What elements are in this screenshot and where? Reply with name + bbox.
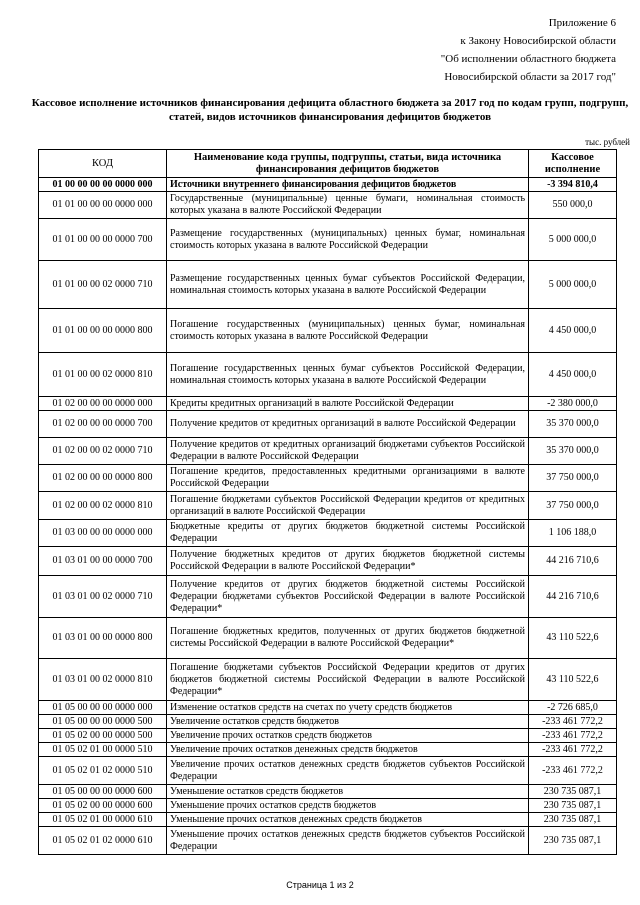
row-code: 01 03 01 00 00 0000 700 bbox=[39, 547, 167, 576]
row-name: Увеличение остатков средств бюджетов bbox=[167, 715, 529, 729]
row-code: 01 05 02 01 00 0000 610 bbox=[39, 813, 167, 827]
row-amount: 44 216 710,6 bbox=[529, 576, 617, 618]
document-title: Кассовое исполнение источников финансирования дефицита областного бюджета за 2017 год по кодам групп, подгрупп, статей, видов источников финансирования дефицитов бюджетов bbox=[31, 97, 629, 123]
row-name: Уменьшение прочих остатков денежных средств бюджетов субъектов Российской Федерации bbox=[167, 827, 529, 855]
budget-sources-table bbox=[38, 149, 617, 855]
row-code: 01 05 02 00 00 0000 500 bbox=[39, 729, 167, 743]
row-name: Погашение бюджетами субъектов Российской Федерации кредитов от других бюджетов бюджетной системы Российской Федерации в валюте Российской Федерации* bbox=[167, 659, 529, 701]
table-row bbox=[39, 411, 617, 438]
appendix-law-title-2: Новосибирской области за 2017 год" bbox=[444, 71, 616, 83]
row-code: 01 03 01 00 00 0000 800 bbox=[39, 618, 167, 659]
row-name: Получение кредитов от других бюджетов бюджетной системы Российской Федерации бюджетами субъектов Российской Федерации в валюте Российской Федерации* bbox=[167, 576, 529, 618]
row-code: 01 03 01 00 02 0000 810 bbox=[39, 659, 167, 701]
row-amount: 4 450 000,0 bbox=[529, 353, 617, 397]
table-row bbox=[39, 219, 617, 261]
page-footer: Страница 1 из 2 bbox=[286, 880, 354, 890]
table-row bbox=[39, 192, 617, 219]
table-row bbox=[39, 576, 617, 618]
row-amount: 230 735 087,1 bbox=[529, 799, 617, 813]
row-amount: -233 461 772,2 bbox=[529, 715, 617, 729]
row-name: Получение бюджетных кредитов от других бюджетов бюджетной системы Российской Федерации в валюте Российской Федерации* bbox=[167, 547, 529, 576]
row-code: 01 05 02 00 00 0000 600 bbox=[39, 799, 167, 813]
row-code: 01 01 00 00 02 0000 710 bbox=[39, 261, 167, 309]
row-code: 01 05 00 00 00 0000 000 bbox=[39, 701, 167, 715]
row-name: Погашение бюджетных кредитов, полученных от других бюджетов бюджетной системы Российской Федерации в валюте Российской Федерации* bbox=[167, 618, 529, 659]
row-code: 01 02 00 00 00 0000 000 bbox=[39, 397, 167, 411]
row-code: 01 05 02 01 02 0000 510 bbox=[39, 757, 167, 785]
row-name: Кредиты кредитных организаций в валюте Российской Федерации bbox=[167, 397, 529, 411]
table-row bbox=[39, 492, 617, 520]
row-amount: -2 380 000,0 bbox=[529, 397, 617, 411]
table-row bbox=[39, 309, 617, 353]
appendix-law-ref: к Закону Новосибирской области bbox=[460, 35, 616, 47]
table-row bbox=[39, 520, 617, 547]
row-name: Увеличение прочих остатков денежных средств бюджетов bbox=[167, 743, 529, 757]
row-amount: 4 450 000,0 bbox=[529, 309, 617, 353]
row-name: Увеличение прочих остатков денежных средств бюджетов субъектов Российской Федерации bbox=[167, 757, 529, 785]
row-amount: 43 110 522,6 bbox=[529, 659, 617, 701]
row-name: Увеличение прочих остатков средств бюджетов bbox=[167, 729, 529, 743]
row-amount: 5 000 000,0 bbox=[529, 219, 617, 261]
table-row bbox=[39, 178, 617, 192]
row-name: Уменьшение прочих остатков средств бюджетов bbox=[167, 799, 529, 813]
row-name: Погашение государственных ценных бумаг субъектов Российской Федерации, номинальная стоимость которых указана в валюте Российской Федерации bbox=[167, 353, 529, 397]
row-amount: 230 735 087,1 bbox=[529, 813, 617, 827]
table-row bbox=[39, 743, 617, 757]
table-row bbox=[39, 618, 617, 659]
row-code: 01 02 00 00 00 0000 700 bbox=[39, 411, 167, 438]
units-label: тыс. рублей bbox=[585, 137, 630, 147]
row-amount: 35 370 000,0 bbox=[529, 411, 617, 438]
row-code: 01 05 00 00 00 0000 600 bbox=[39, 785, 167, 799]
header-code: КОД bbox=[39, 150, 167, 178]
table-row bbox=[39, 547, 617, 576]
row-name: Уменьшение остатков средств бюджетов bbox=[167, 785, 529, 799]
table-row bbox=[39, 397, 617, 411]
row-code: 01 03 00 00 00 0000 000 bbox=[39, 520, 167, 547]
row-amount: 37 750 000,0 bbox=[529, 465, 617, 492]
row-name: Погашение бюджетами субъектов Российской Федерации кредитов от кредитных организаций в валюте Российской Федерации bbox=[167, 492, 529, 520]
row-name: Погашение государственных (муниципальных) ценных бумаг, номинальная стоимость которых указана в валюте Российской Федерации bbox=[167, 309, 529, 353]
row-amount: 5 000 000,0 bbox=[529, 261, 617, 309]
row-code: 01 01 00 00 00 0000 800 bbox=[39, 309, 167, 353]
row-amount: 550 000,0 bbox=[529, 192, 617, 219]
row-code: 01 05 02 01 02 0000 610 bbox=[39, 827, 167, 855]
row-amount: 35 370 000,0 bbox=[529, 438, 617, 465]
row-amount: 230 735 087,1 bbox=[529, 827, 617, 855]
header-name: Наименование кода группы, подгруппы, статьи, вида источника финансирования дефицитов бюджетов bbox=[167, 150, 529, 178]
row-code: 01 02 00 00 02 0000 710 bbox=[39, 438, 167, 465]
row-name: Погашение кредитов, предоставленных кредитными организациями в валюте Российской Федерации bbox=[167, 465, 529, 492]
row-name: Государственные (муниципальные) ценные бумаги, номинальная стоимость которых указана в валюте Российской Федерации bbox=[167, 192, 529, 219]
row-code: 01 01 00 00 02 0000 810 bbox=[39, 353, 167, 397]
row-name: Источники внутреннего финансирования дефицитов бюджетов bbox=[167, 178, 529, 192]
row-amount: -233 461 772,2 bbox=[529, 743, 617, 757]
table-header-row bbox=[39, 150, 617, 178]
row-name: Размещение государственных ценных бумаг субъектов Российской Федерации, номинальная стоимость которых указана в валюте Российской Федерации bbox=[167, 261, 529, 309]
row-amount: -3 394 810,4 bbox=[529, 178, 617, 192]
row-name: Размещение государственных (муниципальных) ценных бумаг, номинальная стоимость которых указана в валюте Российской Федерации bbox=[167, 219, 529, 261]
row-amount: 43 110 522,6 bbox=[529, 618, 617, 659]
row-code: 01 00 00 00 00 0000 000 bbox=[39, 178, 167, 192]
table-row bbox=[39, 659, 617, 701]
table-row bbox=[39, 353, 617, 397]
appendix-number: Приложение 6 bbox=[548, 17, 616, 29]
row-amount: 37 750 000,0 bbox=[529, 492, 617, 520]
row-name: Уменьшение прочих остатков денежных средств бюджетов bbox=[167, 813, 529, 827]
header-amount: Кассовое исполнение bbox=[529, 150, 617, 178]
row-amount: 230 735 087,1 bbox=[529, 785, 617, 799]
row-code: 01 01 00 00 00 0000 000 bbox=[39, 192, 167, 219]
row-amount: -2 726 685,0 bbox=[529, 701, 617, 715]
row-code: 01 02 00 00 00 0000 800 bbox=[39, 465, 167, 492]
table-row bbox=[39, 465, 617, 492]
table-row bbox=[39, 438, 617, 465]
row-code: 01 05 00 00 00 0000 500 bbox=[39, 715, 167, 729]
table-row bbox=[39, 785, 617, 799]
row-amount: -233 461 772,2 bbox=[529, 729, 617, 743]
row-name: Получение кредитов от кредитных организаций бюджетами субъектов Российской Федерации в валюте Российской Федерации bbox=[167, 438, 529, 465]
row-code: 01 01 00 00 00 0000 700 bbox=[39, 219, 167, 261]
table-row bbox=[39, 757, 617, 785]
table-row bbox=[39, 827, 617, 855]
appendix-header bbox=[441, 14, 616, 86]
table-row bbox=[39, 729, 617, 743]
row-name: Изменение остатков средств на счетах по учету средств бюджетов bbox=[167, 701, 529, 715]
table-row bbox=[39, 701, 617, 715]
row-code: 01 05 02 01 00 0000 510 bbox=[39, 743, 167, 757]
row-code: 01 03 01 00 02 0000 710 bbox=[39, 576, 167, 618]
table-row bbox=[39, 261, 617, 309]
row-amount: -233 461 772,2 bbox=[529, 757, 617, 785]
row-amount: 1 106 188,0 bbox=[529, 520, 617, 547]
row-code: 01 02 00 00 02 0000 810 bbox=[39, 492, 167, 520]
row-name: Бюджетные кредиты от других бюджетов бюджетной системы Российской Федерации bbox=[167, 520, 529, 547]
row-amount: 44 216 710,6 bbox=[529, 547, 617, 576]
appendix-law-title-1: "Об исполнении областного бюджета bbox=[440, 53, 616, 65]
row-name: Получение кредитов от кредитных организаций в валюте Российской Федерации bbox=[167, 411, 529, 438]
table-row bbox=[39, 813, 617, 827]
table-row bbox=[39, 715, 617, 729]
table-row bbox=[39, 799, 617, 813]
